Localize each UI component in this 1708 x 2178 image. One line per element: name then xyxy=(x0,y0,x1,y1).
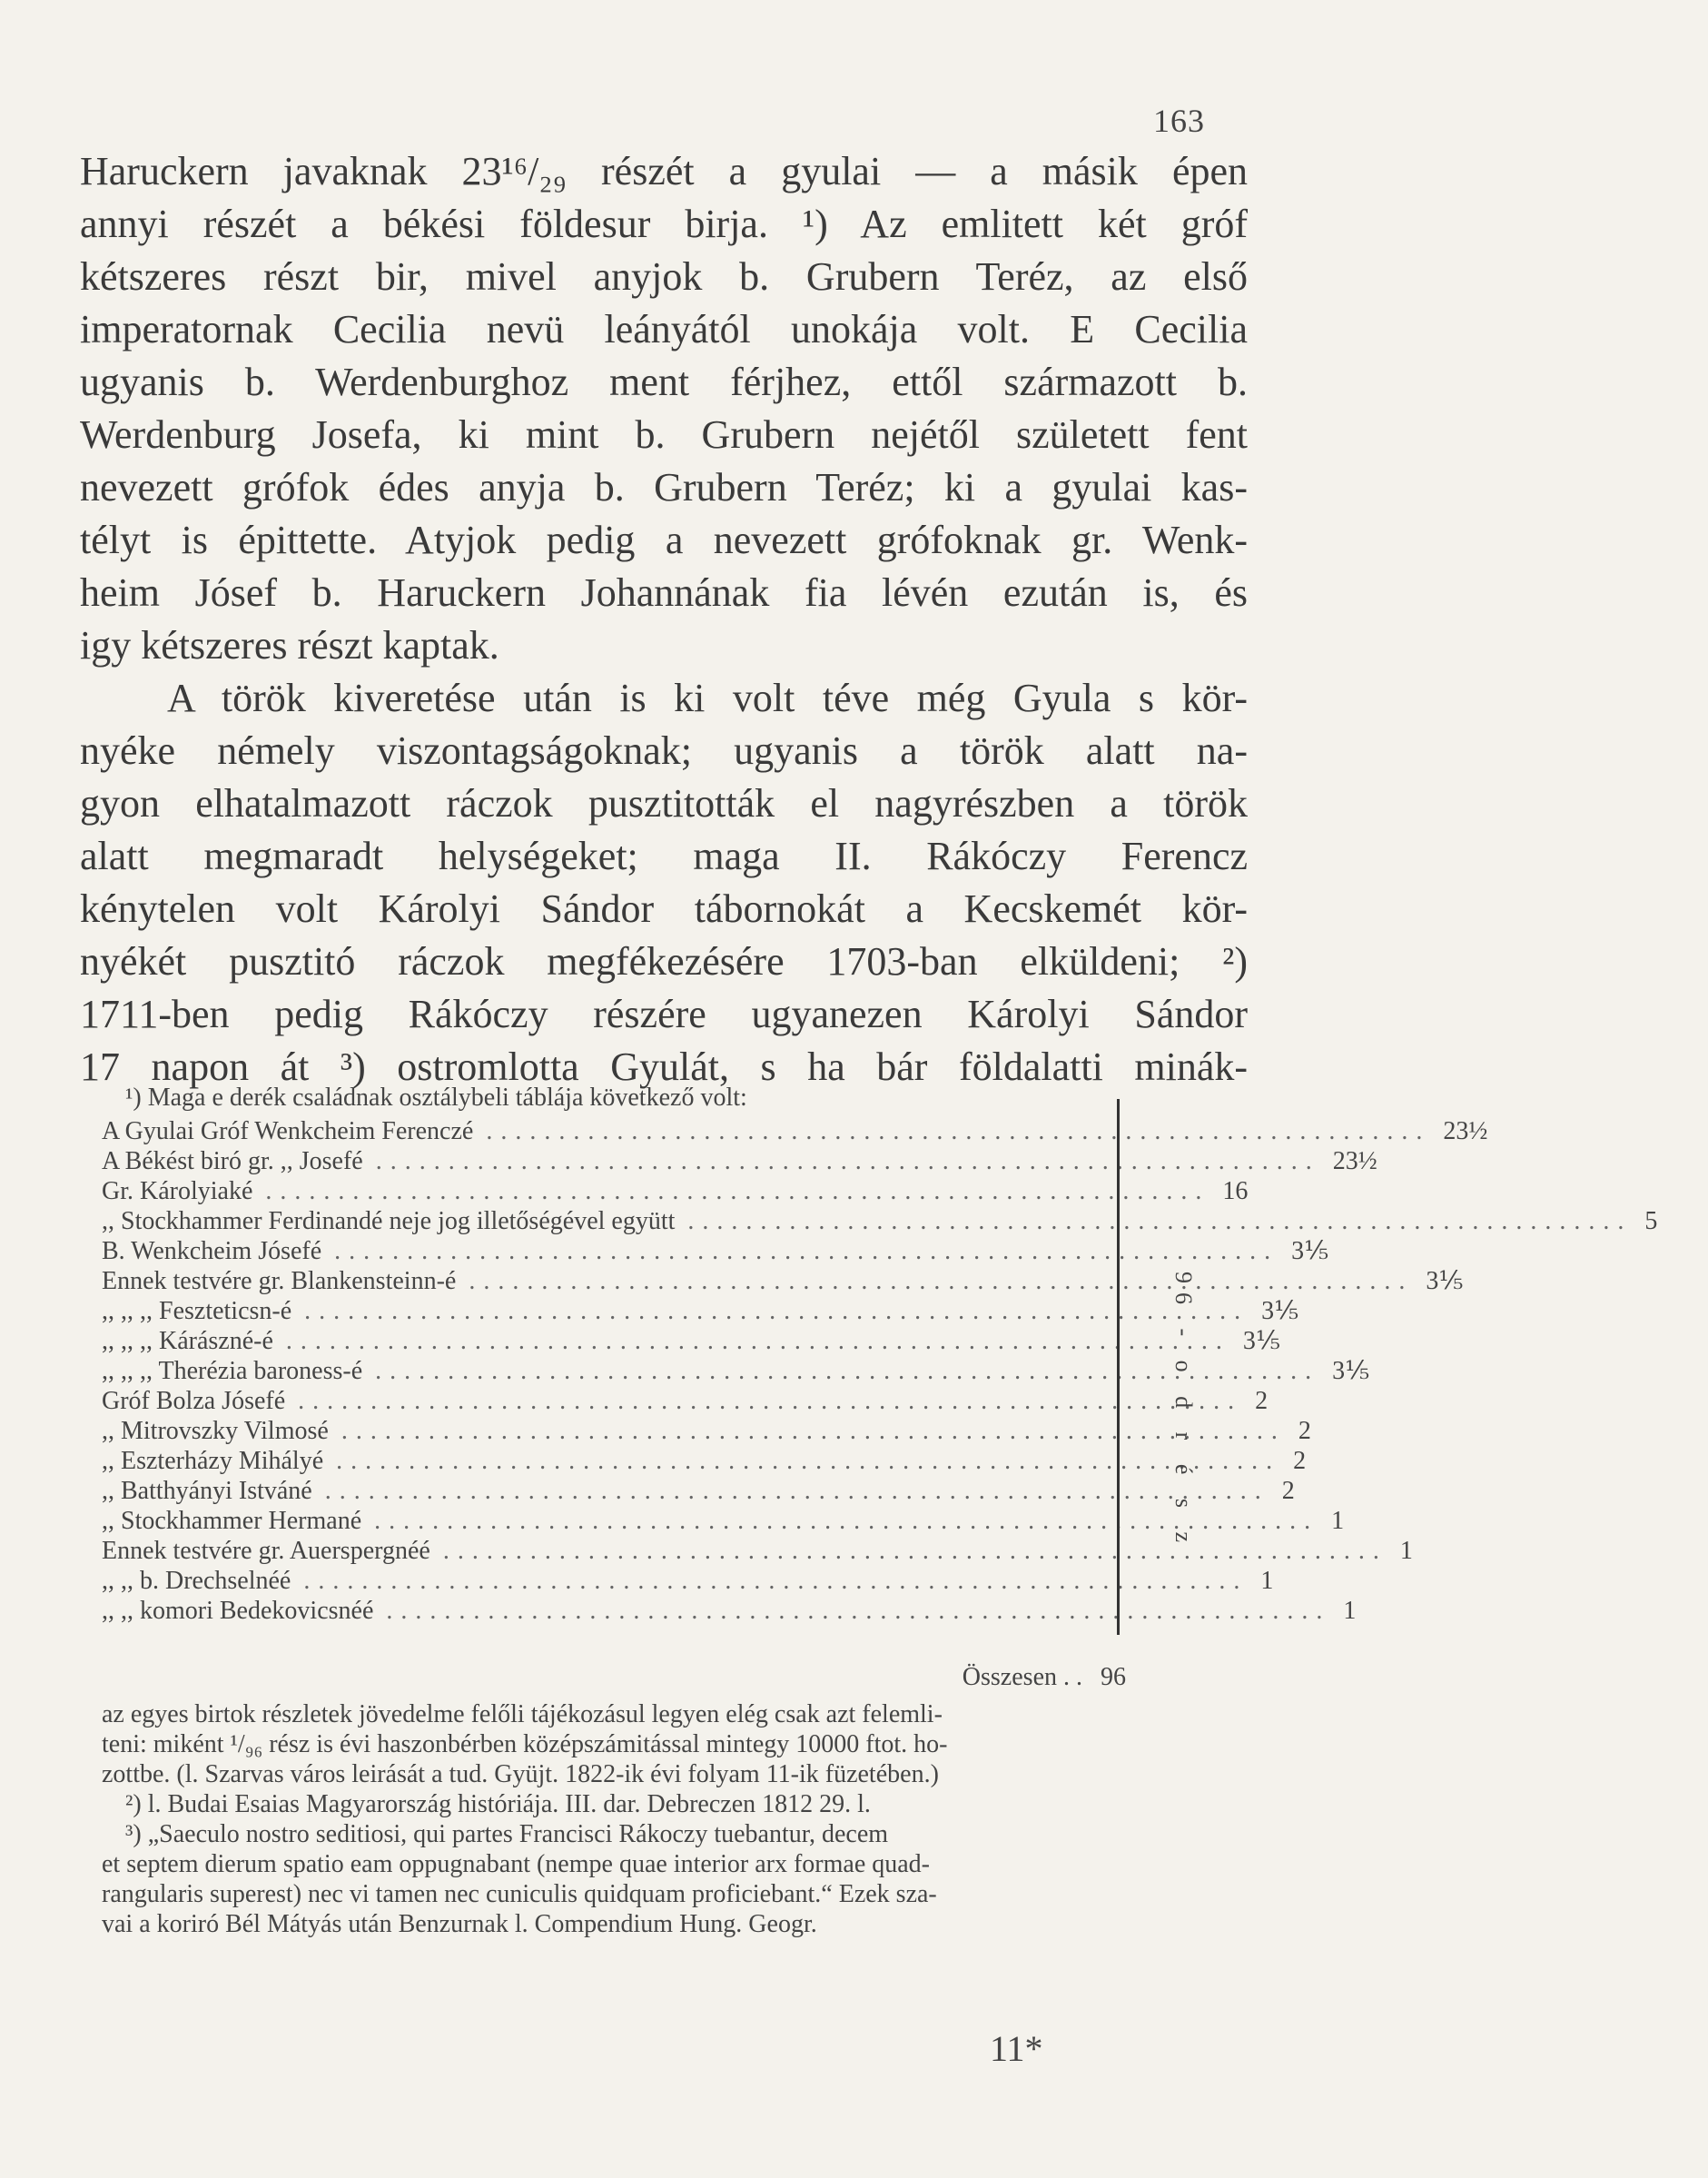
text-line: Haruckern javaknak 23¹⁶/₂₉ részét a gyulai — a másik épen xyxy=(80,149,1248,193)
text-line: 17 napon át ³) ostromlotta Gyulát, s ha bár földalatti minák- xyxy=(80,1044,1248,1089)
table-row xyxy=(102,1296,1299,1326)
row-name: ,, ,, b. Drechselnéé xyxy=(102,1567,291,1595)
leader-dots: ................................................................. xyxy=(375,1147,1320,1175)
footnotes xyxy=(102,1083,1658,1939)
table-row xyxy=(102,1506,1345,1536)
row-value: 1 xyxy=(1399,1537,1413,1565)
row-value: 23½ xyxy=(1443,1117,1488,1145)
row-value: 3⅕ xyxy=(1426,1267,1464,1295)
leader-dots: ................................................................. xyxy=(687,1207,1633,1235)
footnote-line: ³) „Saeculo nostro seditiosi, qui partes Francisci Rákoczy tuebantur, decem xyxy=(125,1820,889,1848)
text-line: heim Jósef b. Haruckern Johannának fia lévén ezután is, és xyxy=(80,570,1248,615)
text-line: nevezett grófok édes anyja b. Grubern Teréz; ki a gyulai kas- xyxy=(80,465,1248,510)
row-name: A Gyulai Gróf Wenkcheim Ferenczé xyxy=(102,1117,474,1145)
table-row xyxy=(102,1566,1274,1596)
footnote-line: et septem dierum spatio eam oppugnabant (nempe quae interior arx formae quad- xyxy=(102,1850,930,1878)
table-row xyxy=(102,1536,1413,1566)
leader-dots: ................................................................. xyxy=(486,1117,1431,1145)
table-total xyxy=(102,1662,1164,1692)
row-value: 23½ xyxy=(1332,1147,1377,1175)
table-row xyxy=(102,1116,1488,1146)
footnote-line: vai a koriró Bél Mátyás után Benzurnak l. Compendium Hung. Geogr. xyxy=(102,1910,817,1938)
leader-dots: ................................................................. xyxy=(336,1447,1281,1475)
row-name: ,, Stockhammer Hermané xyxy=(102,1507,362,1535)
text-line: alatt megmaradt helységeket; maga II. Rákóczy Ferencz xyxy=(80,834,1248,878)
text-line: annyi részét a békési földesur birja. ¹) Az emlitett két gróf xyxy=(80,202,1248,246)
leader-dots: ................................................................. xyxy=(304,1297,1249,1325)
row-value: 2 xyxy=(1298,1417,1311,1445)
text-line: 1711-ben pedig Rákóczy részére ugyanezen Károlyi Sándor xyxy=(80,992,1248,1036)
leader-dots: ................................................................. xyxy=(469,1267,1414,1295)
table-row xyxy=(102,1206,1658,1236)
row-name: Gróf Bolza Jósefé xyxy=(102,1387,286,1415)
leader-dots: ................................................................. xyxy=(442,1537,1387,1565)
main-text xyxy=(80,145,1248,1094)
row-name: Ennek testvére gr. Blankensteinn-é xyxy=(102,1267,457,1295)
side-label: 96 - o d r é s z xyxy=(1170,1272,1197,1552)
table-row xyxy=(102,1236,1329,1266)
row-value: 2 xyxy=(1293,1447,1307,1475)
text-line: nyéke némely viszontagságoknak; ugyanis a török alatt na- xyxy=(80,728,1248,773)
text-line: A török kiveretése után is ki volt téve még Gyula s kör- xyxy=(167,676,1248,720)
row-name: ,, Mitrovszky Vilmosé xyxy=(102,1417,329,1445)
leader-dots: ................................................................. xyxy=(334,1237,1279,1265)
row-name: A Békést biró gr. ,, Josefé xyxy=(102,1147,363,1175)
table-row xyxy=(102,1386,1269,1416)
table-row xyxy=(102,1356,1370,1386)
footnote-line: rangularis superest) nec vi tamen nec cuniculis quidquam proficiebant.“ Ezek sza- xyxy=(102,1880,937,1908)
row-value: 2 xyxy=(1281,1477,1295,1505)
row-name: Gr. Károlyiaké xyxy=(102,1177,253,1205)
row-name: Ennek testvére gr. Auerspergnéé xyxy=(102,1537,430,1565)
footnote-1-intro: ¹) Maga e derék családnak osztálybeli táblája következő volt: xyxy=(125,1084,747,1112)
footnote-line: zottbe. (l. Szarvas város leirását a tud. Gyüjt. 1822-ik évi folyam 11-ik füzetében.) xyxy=(102,1760,939,1788)
text-line: kénytelen volt Károlyi Sándor tábornokát a Kecskemét kör- xyxy=(80,886,1248,931)
table-row xyxy=(102,1596,1357,1626)
footnote-2: ²) l. Budai Esaias Magyarország históriája. III. dar. Debreczen 1812 29. l. xyxy=(125,1790,871,1818)
row-value: 3⅕ xyxy=(1242,1327,1281,1355)
signature-mark: 11* xyxy=(990,2028,1043,2069)
row-value: 3⅕ xyxy=(1261,1297,1299,1325)
row-value: 3⅕ xyxy=(1291,1237,1329,1265)
row-value: 3⅕ xyxy=(1332,1357,1370,1385)
leader-dots: ................................................................. xyxy=(298,1387,1243,1415)
leader-dots: ................................................................. xyxy=(285,1327,1230,1355)
text-line: nyékét pusztitó ráczok megfékezésére 1703-ban elküldeni; ²) xyxy=(80,939,1248,984)
footnote-line: teni: miként ¹/₉₆ rész is évi haszonbérben középszámitással mintegy 10000 ftot. ho- xyxy=(102,1730,948,1758)
leader-dots: ................................................................. xyxy=(324,1477,1269,1505)
footnote-line: az egyes birtok részletek jövedelme felőli tájékozásul legyen elég csak azt felemli- xyxy=(102,1700,943,1728)
total-label: Összesen . . xyxy=(962,1663,1082,1691)
text-line: télyt is épittette. Atyjok pedig a nevezett grófoknak gr. Wenk- xyxy=(80,518,1248,562)
text-line: kétszeres részt bir, mivel anyjok b. Grubern Teréz, az első xyxy=(80,254,1248,299)
table-row xyxy=(102,1266,1464,1296)
leader-dots: ................................................................. xyxy=(303,1567,1249,1595)
row-value: 5 xyxy=(1644,1207,1658,1235)
row-name: ,, Stockhammer Ferdinandé neje jog illetőségével együtt xyxy=(102,1207,676,1235)
text-line: igy kétszeres részt kaptak. xyxy=(80,623,499,668)
text-line: Werdenburg Josefa, ki mint b. Grubern nejétől született fent xyxy=(80,412,1248,457)
row-value: 2 xyxy=(1255,1387,1269,1415)
text-line: ugyanis b. Werdenburghoz ment férjhez, ettől származott b. xyxy=(80,360,1248,404)
total-value: 96 xyxy=(1101,1663,1126,1691)
leader-dots: ................................................................. xyxy=(374,1507,1319,1535)
footnote-1-continuation xyxy=(102,1699,1235,1939)
table-row xyxy=(102,1326,1281,1356)
page-number: 163 xyxy=(1153,103,1205,139)
row-name: ,, ,, ,, Therézia baroness-é xyxy=(102,1357,363,1385)
text-line: imperatornak Cecilia nevü leányától unokája volt. E Cecilia xyxy=(80,307,1248,351)
row-name: ,, ,, ,, Kárászné-é xyxy=(102,1327,273,1355)
row-name: ,, ,, komori Bedekovicsnéé xyxy=(102,1597,374,1625)
table-bracket xyxy=(1097,1099,1120,1635)
leader-dots: ................................................................. xyxy=(375,1357,1320,1385)
row-value: 1 xyxy=(1343,1597,1357,1625)
text-line: gyon elhatalmazott ráczok pusztitották el nagyrészben a török xyxy=(80,781,1248,826)
leader-dots: ................................................................. xyxy=(386,1597,1331,1625)
table-row xyxy=(102,1176,1249,1206)
row-value: 1 xyxy=(1331,1507,1345,1535)
row-value: 16 xyxy=(1222,1177,1249,1205)
row-name: B. Wenkcheim Jósefé xyxy=(102,1237,322,1265)
leader-dots: ................................................................. xyxy=(265,1177,1210,1205)
row-name: ,, Eszterházy Mihályé xyxy=(102,1447,324,1475)
table-row xyxy=(102,1446,1307,1476)
table-row xyxy=(102,1416,1311,1446)
leader-dots: ................................................................. xyxy=(341,1417,1286,1445)
row-value: 1 xyxy=(1260,1567,1274,1595)
table-row xyxy=(102,1146,1377,1176)
table-row xyxy=(102,1476,1295,1506)
row-name: ,, Batthyányi Istváné xyxy=(102,1477,312,1505)
row-name: ,, ,, ,, Feszteticsn-é xyxy=(102,1297,292,1325)
